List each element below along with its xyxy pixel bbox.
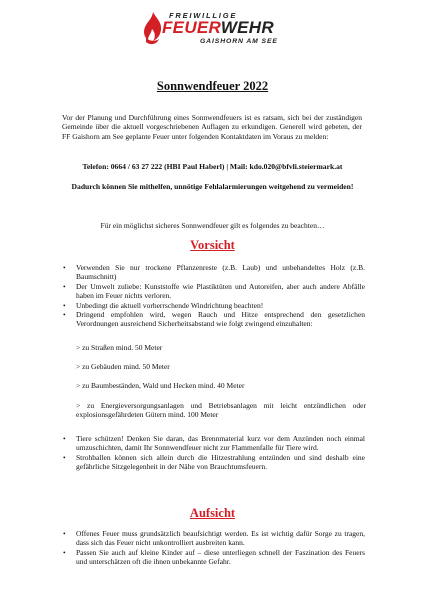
vorsicht-list: [62, 263, 365, 329]
list-item: • Unbedingt die aktuell vorherrschende Windrichtung beachten!: [62, 301, 365, 310]
logo-line-feuerwehr: [162, 19, 274, 37]
lead-sentence: Für ein möglichst sicheres Sonnwendfeuer gilt es folgendes zu beachten…: [100, 221, 325, 230]
distance-trees: > zu Baumbeständen, Wald und Hecken mind. 40 Meter: [76, 381, 245, 390]
fire-brigade-logo: [140, 10, 290, 52]
list-item: • Tiere schützen! Denken Sie daran, das Brennmaterial kurz vor dem Anzünden noch einmal umzuschichten, damit Ihr Sonnwendfeuer nicht zur Flammenfalle für Tiere wird.: [62, 434, 365, 453]
list-item: • Der Umwelt zuliebe: Kunststoffe wie Plastiktüten und Autoreifen, aber auch andere Abfälle haben im Feuer nichts verloren.: [62, 282, 365, 301]
list-item: • Strohballen können sich allein durch die Hitzestrahlung entzünden und sind deshalb eine gefährliche Sitzgelegenheit in der Nähe von Brauchtumsfeuern.: [62, 453, 365, 472]
list-item: • Passen Sie auch auf kleine Kinder auf – diese unterliegen schnell der Faszination des Feuers und unterschätzen oft die ihnen unbekannte Gefahr.: [62, 548, 365, 567]
aufsicht-list: [62, 529, 365, 567]
logo-line-location: GAISHORN AM SEE: [200, 38, 278, 45]
distance-energy-facilities: > zu Energieversorgungsanlagen und Betriebsanlagen mit leicht entzündlichen oder explosionsgefährdeten Gütern mind. 100 Meter: [76, 401, 366, 420]
distance-buildings: > zu Gebäuden mind. 50 Meter: [76, 362, 170, 371]
vorsicht-list-2: [62, 434, 365, 472]
intro-paragraph: Vor der Planung und Durchführung eines Sonnwendfeuers ist es ratsam, sich bei der zuständigen Gemeinde über die aktuell vorgeschriebenen Auflagen zu erkundigen. Generell wird gebeten, der FF Gaishorn am See geplante Feuer unter folgenden Kontaktdaten im Voraus zu melden:: [62, 113, 362, 141]
logo-word-wehr: WEHR: [220, 18, 274, 37]
emphasis-line: Dadurch können Sie mithelfen, unnötige Fehlalarmierungen weitgehend zu vermeiden!: [71, 182, 354, 191]
section-heading-aufsicht: Aufsicht: [189, 506, 236, 520]
contact-line: Telefon: 0664 / 63 27 222 (HBI Paul Haberl) | Mail: kdo.020@bfvli.steiermark.at: [82, 162, 343, 171]
list-item: • Dringend empfohlen wird, wegen Rauch und Hitze entsprechend den gesetzlichen Verordnungen ausreichend Sicherheitsabstand wie folgt zwingend einzuhalten:: [62, 310, 365, 329]
logo-word-feuer: FEUER: [162, 18, 221, 37]
page-title: Sonnwendfeuer 2022: [156, 79, 269, 93]
distance-roads: > zu Straßen mind. 50 Meter: [76, 343, 163, 352]
list-item: • Verwenden Sie nur trockene Pflanzenreste (z.B. Laub) und unbehandeltes Holz (z.B. Baumschnitt): [62, 263, 365, 282]
logo-line-freiwillige: FREIWILLIGE: [169, 11, 238, 20]
list-item: • Offenes Feuer muss grundsätzlich beaufsichtigt werden. Es ist wichtig dafür Sorge zu tragen, dass sich das Feuer nicht unkontrolliert ausbreiten kann.: [62, 529, 365, 548]
section-heading-vorsicht: Vorsicht: [190, 238, 235, 252]
